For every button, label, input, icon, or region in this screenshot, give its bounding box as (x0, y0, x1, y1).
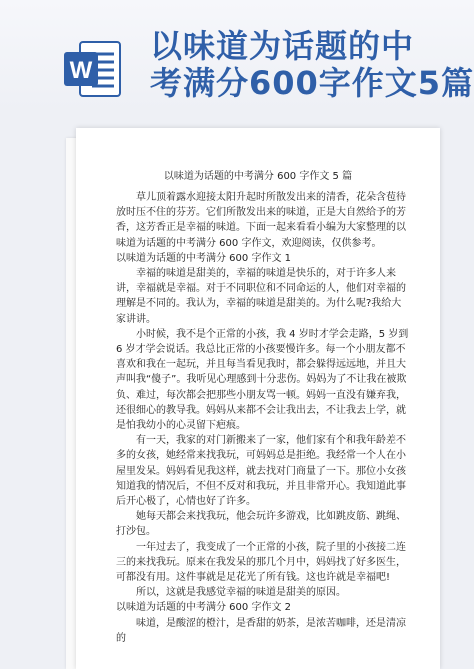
page-title (150, 27, 474, 102)
section-heading: 以味道为话题的中考满分 600 字作文 2 (116, 602, 291, 614)
body-paragraph: 味道，是酸涩的橙汁，是香甜的奶茶，是浓苦咖啡，还是清凉的 (116, 617, 406, 644)
document-title: 以味道为话题的中考满分 600 字作文 5 篇 (163, 171, 353, 182)
page-title-line-1: 以味道为话题的中 (150, 27, 415, 65)
body-paragraph: 有一天，我家的对门新搬来了一家，他们家有个和我年龄差不多的女孩，她经常来找我玩，可妈妈总是拒绝。我经常一个人在小屋里发呆。妈妈看见我这样，就去找对门商量了一下。那位小女孩知道我的情况后，不但不反对和我玩，并且非常开心。我知道此事后开心极了，心情也好了许多。 (116, 435, 406, 508)
document-body (116, 190, 411, 646)
svg-text:W: W (69, 57, 93, 84)
section-heading: 以味道为话题的中考满分 600 字作文 1 (116, 252, 291, 264)
header-banner (0, 0, 474, 112)
body-paragraph: 一年过去了，我变成了一个正常的小孩，院子里的小孩接二连三的来找我玩。原来在我发呆的那几个月中，妈妈找了好多医生，可都没有用。这件事就是足花光了所有钱。这也许就是幸福吧! (116, 541, 406, 584)
body-paragraph: 所以，这就是我感觉幸福的味道是甜美的原因。 (136, 587, 346, 599)
body-paragraph: 她每天都会来找我玩，他会玩许多游戏，比如跳皮筋、跳绳、打沙包。 (116, 511, 406, 538)
body-paragraph: 小时候，我不是个正常的小孩，我 4 岁时才学会走路，5 岁到 6 岁才学会说话。我总比正常的小孩要慢许多。每一个小朋友都不喜欢和我在一起玩，并且每当看见我时，都会躲得远远地，并且大声叫我“傻子”。我听见心理感到十分悲伤。妈妈为了不让我在被欺负、难过，每次都会把那些小朋友骂一顿。妈妈一直没有嫌弃我，还很细心的教导我。妈妈从来都不会让我出去，不让我去上学，就是怕我幼小的心灵留下疤痕。 (116, 328, 409, 432)
body-paragraph: 幸福的味道是甜美的，幸福的味道是快乐的，对于许多人来讲，幸福就是幸福。对于不同职位和不同命运的人，他们对幸福的理解是不同的。我认为，幸福的味道是甜美的。为什么呢?我给大家讲讲。 (116, 268, 406, 325)
word-document-icon (62, 40, 122, 98)
body-paragraph: 草儿顶着露水迎接太阳升起时所散发出来的清香，花朵含苞待放时压不住的芬芳。它们所散发出来的味道，正是大自然给予的芳香，这芳香正是幸福的味道。下面一起来看看小编为大家整理的以味道为话题的中考满分 600 字作文，欢迎阅读，仅供参考。 (116, 192, 406, 249)
document-page (76, 128, 440, 669)
page-title-line-2: 考满分600字作文5篇 (150, 64, 474, 102)
